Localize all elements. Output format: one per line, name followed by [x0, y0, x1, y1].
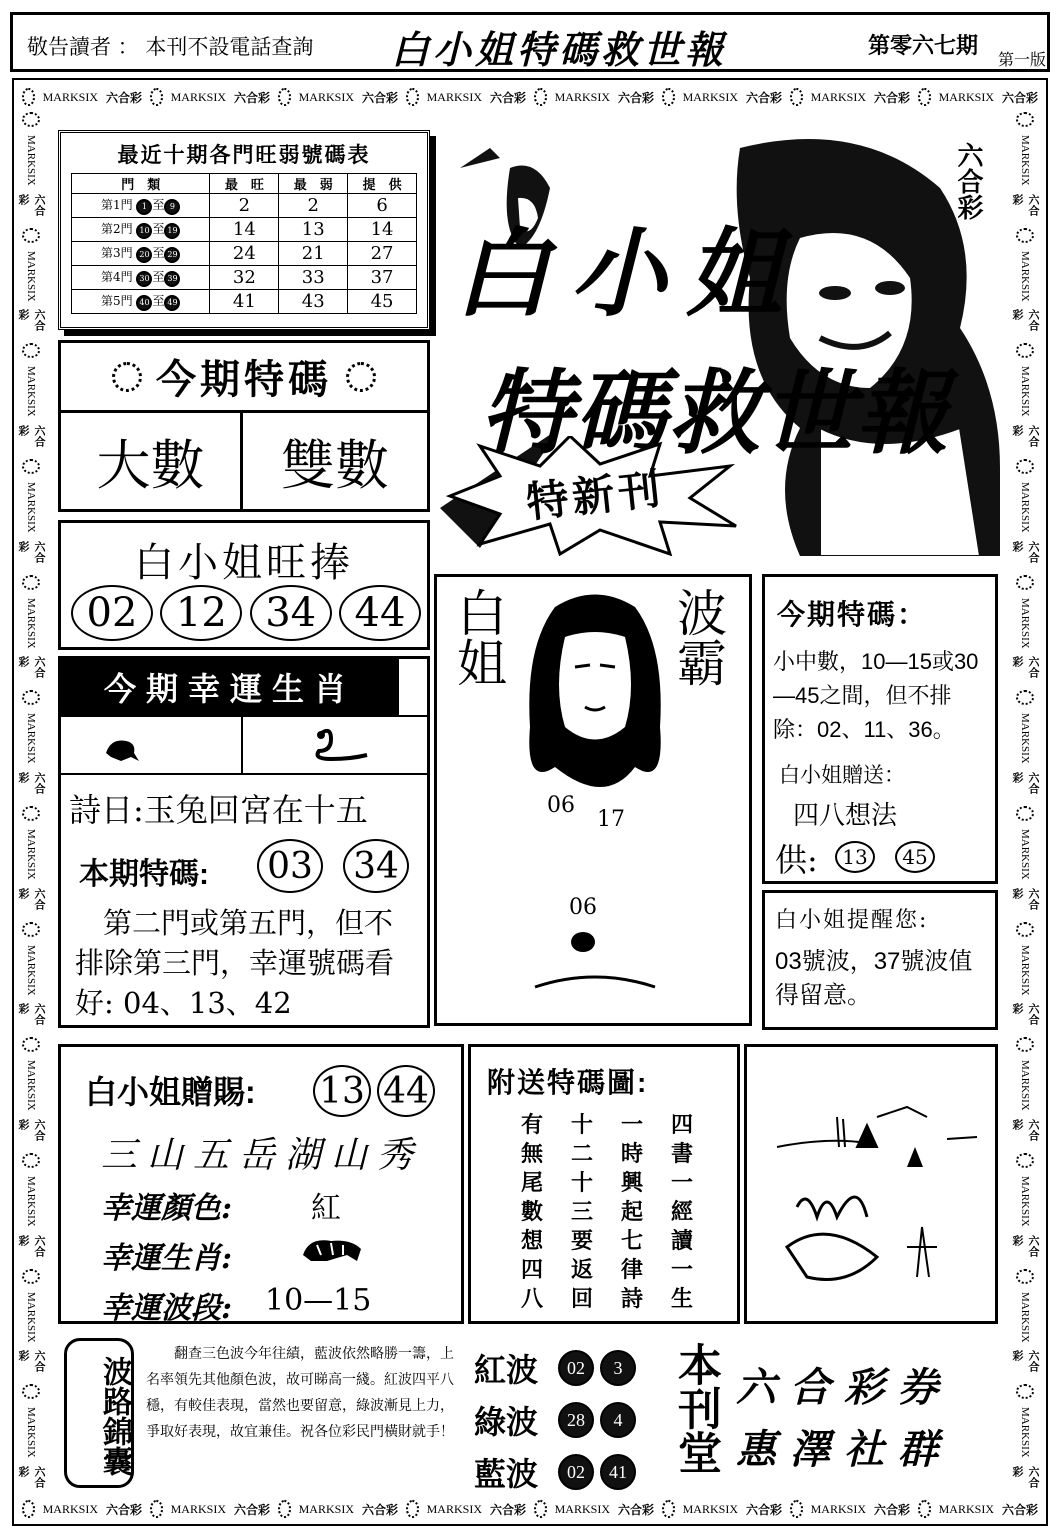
- number-ball: 44: [339, 585, 421, 641]
- rank-table-box: [58, 130, 430, 330]
- liuhecai-label: 六合彩: [233, 1502, 270, 1517]
- flower-icon: [918, 1500, 931, 1518]
- puzzle-title: 附送特碼圖:: [487, 1067, 649, 1098]
- number-ball: 02: [71, 585, 153, 641]
- liuhecai-label: 六合彩: [745, 90, 782, 105]
- ben-kan-text: 本刊堂: [670, 1342, 721, 1474]
- number-ball: 34: [250, 585, 332, 641]
- marksix-label: MARKSIX: [25, 713, 37, 765]
- marksix-label: MARKSIX: [170, 1501, 226, 1516]
- cold-cell: 21: [279, 242, 348, 266]
- flower-icon: [662, 88, 675, 106]
- puzzle-char: 無: [520, 1141, 543, 1167]
- bolu-text: 翻查三色波今年往績，藍波依然略勝一籌，上名率領先其他顏色波，故可睇高一綫。紅波四平八穩，有較佳表現，當然也要留意，綠波漸見上力，爭取好表現，故宜兼佳。祝各位彩民門橫財就手！: [146, 1345, 454, 1439]
- gift-label: 白小姐贈賜:: [85, 1074, 256, 1110]
- zodiac-code-label: 本期特碼:: [79, 858, 209, 891]
- cold-cell: 43: [279, 290, 348, 314]
- flower-icon: [534, 1500, 547, 1518]
- flower-icon: [22, 1500, 35, 1518]
- gift-box: [58, 1044, 464, 1324]
- flower-icon: [22, 459, 40, 474]
- special-code-title: 今期特碼: [156, 358, 332, 402]
- number-ball: 03: [257, 839, 323, 893]
- col-header-hot: 最 旺: [210, 174, 279, 194]
- frame-right-strip: [1010, 112, 1040, 1492]
- flower-icon: [22, 228, 40, 243]
- number-ball: 45: [895, 841, 935, 873]
- slogan-2: 惠澤社群: [736, 1426, 952, 1473]
- puzzle-char: 尾: [520, 1170, 543, 1196]
- number-ball: 44: [377, 1065, 435, 1117]
- liuhecai-label: 六合彩: [17, 887, 45, 910]
- wave-label: 藍波: [474, 1456, 539, 1492]
- offer-cell: 45: [348, 290, 417, 314]
- hero-title-line2: 特碼救世報: [480, 359, 951, 467]
- table-row: [72, 194, 417, 218]
- col-header-offer: 提 供: [348, 174, 417, 194]
- gift-color-value: 紅: [311, 1191, 341, 1226]
- puzzle-char: 興: [620, 1170, 643, 1196]
- reminder-title: 白小姐提醒您:: [775, 908, 929, 933]
- zodiac-poem: 詩日:玉兔回宮在十五: [69, 791, 368, 829]
- marksix-label: MARKSIX: [810, 89, 866, 104]
- marksix-label: MARKSIX: [25, 1407, 37, 1459]
- bolu-box: [58, 1334, 464, 1494]
- liuhecai-label: 六合彩: [1011, 656, 1039, 679]
- bobo-num2: 17: [597, 807, 625, 832]
- marksix-label: MARKSIX: [25, 250, 37, 302]
- hot-cell: 24: [210, 242, 279, 266]
- zodiac-description: 第二門或第五門，但不排除第三門，幸運號碼看好: 04、13、42: [75, 906, 395, 1020]
- liuhecai-label: 六合彩: [17, 309, 45, 332]
- zodiac-title: 今期幸運生肖: [61, 659, 399, 715]
- door-cell: 第2門 10 至 19: [72, 218, 210, 242]
- gift-color-label: 幸運顏色:: [101, 1191, 233, 1226]
- liuhecai-label: 六合彩: [1011, 1350, 1039, 1373]
- right-code-gift-label: 白小姐贈送：: [779, 763, 905, 787]
- marksix-label: MARKSIX: [810, 1501, 866, 1516]
- flower-icon: [150, 88, 163, 106]
- marksix-label: MARKSIX: [1019, 597, 1031, 649]
- flower-icon: [918, 88, 931, 106]
- rank-table-title: 最近十期各門旺弱號碼表: [117, 144, 371, 167]
- puzzle-char: 想: [520, 1228, 543, 1254]
- puzzle-char: 律: [620, 1257, 643, 1283]
- marksix-label: MARKSIX: [42, 89, 98, 104]
- bobo-right-text: 波霸: [669, 587, 727, 687]
- number-ball: 3: [600, 1350, 636, 1386]
- col-header-door: 門 類: [72, 174, 210, 194]
- liuhecai-label: 六合彩: [17, 1119, 45, 1142]
- marksix-label: MARKSIX: [298, 1501, 354, 1516]
- flower-icon: [1016, 1037, 1034, 1052]
- puzzle-char: 一: [670, 1257, 693, 1283]
- flower-icon: [1016, 459, 1034, 474]
- hero-brand: 六合彩: [954, 142, 984, 220]
- liuhecai-label: 六合彩: [17, 193, 45, 216]
- marksix-label: MARKSIX: [25, 944, 37, 996]
- bobo-left-text: 白姐: [449, 587, 507, 687]
- marksix-label: MARKSIX: [1019, 944, 1031, 996]
- liuhecai-label: 六合彩: [1011, 425, 1039, 448]
- door-cell: 第1門 1 至 9: [72, 194, 210, 218]
- flower-icon: [1016, 806, 1034, 821]
- table-row: [72, 290, 417, 314]
- frame-top-strip: [22, 84, 1038, 110]
- puzzle-char: 回: [570, 1286, 593, 1312]
- puzzle-char: 詩: [620, 1286, 643, 1312]
- puzzle-char: 時: [620, 1141, 643, 1167]
- marksix-label: MARKSIX: [554, 89, 610, 104]
- liuhecai-label: 六合彩: [17, 1234, 45, 1257]
- special-code-right: 雙數: [281, 433, 389, 497]
- number-ball: 13: [313, 1065, 371, 1117]
- marksix-label: MARKSIX: [25, 482, 37, 533]
- flower-icon: [22, 575, 40, 590]
- liuhecai-label: 六合彩: [17, 772, 45, 795]
- tiger-icon: [297, 1231, 367, 1267]
- header-bar: [10, 12, 1050, 72]
- flower-icon: [534, 88, 547, 106]
- liuhecai-label: 六合彩: [745, 1502, 782, 1517]
- liuhecai-label: 六合彩: [1011, 1234, 1039, 1257]
- door-cell: 第3門 20 至 29: [72, 242, 210, 266]
- flower-icon: [790, 88, 803, 106]
- puzzle-char: 有: [520, 1112, 543, 1138]
- special-code-box: [58, 340, 430, 512]
- puzzle-char: 八: [520, 1286, 543, 1312]
- landscape-box: [744, 1044, 998, 1324]
- liuhecai-label: 六合彩: [233, 90, 270, 105]
- flower-icon: [790, 1500, 803, 1518]
- zodiac-animals: [61, 715, 427, 775]
- cold-cell: 13: [279, 218, 348, 242]
- marksix-label: MARKSIX: [25, 1291, 37, 1343]
- number-ball: 34: [343, 839, 409, 893]
- reminder-box: [762, 890, 998, 1030]
- wangbang-title: 白小姐旺捧: [134, 540, 354, 586]
- marksix-label: MARKSIX: [25, 135, 37, 186]
- liuhecai-label: 六合彩: [1011, 1119, 1039, 1142]
- reminder-text: 03號波，37號波值得留意。: [775, 948, 973, 1009]
- marksix-label: MARKSIX: [42, 1501, 98, 1516]
- flower-icon: [22, 1269, 40, 1284]
- right-code-title: 今期特碼：: [777, 599, 928, 630]
- flower-icon: [1016, 1269, 1034, 1284]
- table-row: [72, 266, 417, 290]
- issue-number: 第零六七期: [868, 33, 979, 58]
- flower-icon: [22, 1037, 40, 1052]
- gift-poem: 三山五岳湖山秀: [101, 1135, 424, 1176]
- liuhecai-label: 六合彩: [489, 1502, 526, 1517]
- marksix-label: MARKSIX: [682, 1501, 738, 1516]
- flower-icon: [406, 88, 419, 106]
- landscape-painting: [747, 1047, 995, 1321]
- zodiac-box: [58, 656, 430, 1028]
- marksix-label: MARKSIX: [426, 89, 482, 104]
- right-code-desc: 小中數，10—15或30—45之間，但不排除：02、11、36。: [773, 649, 979, 742]
- right-code-box: [762, 574, 998, 884]
- frame-left-strip: [16, 112, 46, 1492]
- table-row: [72, 218, 417, 242]
- number-ball: 13: [835, 841, 875, 873]
- marksix-label: MARKSIX: [554, 1501, 610, 1516]
- puzzle-char: 七: [620, 1228, 643, 1254]
- marksix-label: MARKSIX: [426, 1501, 482, 1516]
- puzzle-char: 生: [670, 1286, 693, 1312]
- liuhecai-label: 六合彩: [17, 1003, 45, 1026]
- special-code-left: 大數: [61, 413, 243, 509]
- notice-text: 敬告讀者 ： 本刊不設電話查詢: [27, 35, 314, 59]
- liuhecai-label: 六合彩: [617, 90, 654, 105]
- puzzle-char: 要: [570, 1228, 593, 1254]
- cold-cell: 2: [279, 194, 348, 218]
- puzzle-grid: [507, 1111, 707, 1314]
- special-code-header: [61, 343, 427, 413]
- flower-icon: [1016, 922, 1034, 937]
- flower-icon: [1016, 690, 1034, 705]
- bolu-title: 波路錦囊: [64, 1338, 134, 1488]
- liuhecai-label: 六合彩: [1001, 1502, 1038, 1517]
- wave-label: 紅波: [474, 1352, 539, 1388]
- liuhecai-label: 六合彩: [1011, 540, 1039, 563]
- snake-icon: [311, 725, 371, 765]
- flower-icon: [1016, 1384, 1034, 1399]
- rank-table: [71, 173, 417, 314]
- flower-icon: [22, 88, 35, 106]
- flower-icon: [22, 1153, 40, 1168]
- puzzle-char: 一: [670, 1170, 693, 1196]
- liuhecai-label: 六合彩: [105, 1502, 142, 1517]
- puzzle-char: 二: [570, 1141, 593, 1167]
- liuhecai-label: 六合彩: [17, 1350, 45, 1373]
- puzzle-char: 四: [670, 1112, 693, 1138]
- marksix-label: MARKSIX: [25, 597, 37, 649]
- flower-icon: [22, 343, 40, 358]
- number-ball: 12: [160, 585, 242, 641]
- liuhecai-label: 六合彩: [1011, 1003, 1039, 1026]
- marksix-label: MARKSIX: [1019, 135, 1031, 186]
- puzzle-char: 十: [570, 1112, 593, 1138]
- marksix-label: MARKSIX: [1019, 1291, 1031, 1343]
- liuhecai-label: 六合彩: [1001, 90, 1038, 105]
- right-code-offer-label: 供:: [775, 841, 818, 879]
- gift-zodiac-label: 幸運生肖:: [101, 1241, 233, 1276]
- marksix-label: MARKSIX: [1019, 482, 1031, 533]
- hero-title-line1: 白小姐: [454, 217, 802, 330]
- flower-icon: [22, 806, 40, 821]
- monkey-icon: [101, 733, 141, 763]
- liuhecai-label: 六合彩: [873, 1502, 910, 1517]
- number-ball: 28: [558, 1402, 594, 1438]
- gift-wave-label: 幸運波段:: [101, 1291, 233, 1326]
- flower-icon: [1016, 343, 1034, 358]
- waves-box: [468, 1334, 648, 1494]
- marksix-label: MARKSIX: [1019, 829, 1031, 880]
- hot-cell: 14: [210, 218, 279, 242]
- wangbang-box: [58, 520, 430, 650]
- cold-cell: 33: [279, 266, 348, 290]
- number-ball: 02: [558, 1454, 594, 1490]
- offer-cell: 37: [348, 266, 417, 290]
- liuhecai-label: 六合彩: [873, 90, 910, 105]
- flower-icon: [346, 362, 376, 392]
- flower-icon: [406, 1500, 419, 1518]
- wave-row: [474, 1342, 636, 1394]
- wave-row: [474, 1446, 636, 1498]
- col-header-cold: 最 弱: [279, 174, 348, 194]
- liuhecai-label: 六合彩: [1011, 772, 1039, 795]
- liuhecai-label: 六合彩: [489, 90, 526, 105]
- marksix-label: MARKSIX: [1019, 1407, 1031, 1459]
- liuhecai-label: 六合彩: [1011, 193, 1039, 216]
- hot-cell: 32: [210, 266, 279, 290]
- liuhecai-label: 六合彩: [17, 656, 45, 679]
- liuhecai-label: 六合彩: [17, 1466, 45, 1489]
- liuhecai-label: 六合彩: [1011, 887, 1039, 910]
- liuhecai-label: 六合彩: [617, 1502, 654, 1517]
- flower-icon: [22, 1384, 40, 1399]
- flower-icon: [278, 88, 291, 106]
- flower-icon: [150, 1500, 163, 1518]
- flower-icon: [1016, 1153, 1034, 1168]
- liuhecai-label: 六合彩: [361, 1502, 398, 1517]
- hot-cell: 41: [210, 290, 279, 314]
- flower-icon: [1016, 575, 1034, 590]
- hero-banner: [440, 128, 1000, 556]
- slogan-1: 六合彩券: [736, 1364, 952, 1411]
- puzzle-char: 起: [620, 1199, 643, 1225]
- marksix-label: MARKSIX: [1019, 1176, 1031, 1227]
- puzzle-box: [468, 1044, 740, 1324]
- bobo-num1: 06: [547, 793, 575, 818]
- marksix-label: MARKSIX: [1019, 366, 1031, 418]
- hero-badge: 特新刊: [524, 464, 667, 527]
- flower-icon: [662, 1500, 675, 1518]
- puzzle-char: 一: [620, 1112, 643, 1138]
- flower-icon: [22, 690, 40, 705]
- marksix-label: MARKSIX: [298, 89, 354, 104]
- table-row: [72, 242, 417, 266]
- puzzle-char: 十: [570, 1170, 593, 1196]
- wave-row: [474, 1394, 636, 1446]
- number-ball: 02: [558, 1350, 594, 1386]
- wave-label: 綠波: [474, 1404, 539, 1440]
- marksix-label: MARKSIX: [25, 829, 37, 880]
- marksix-label: MARKSIX: [682, 89, 738, 104]
- masthead-title: 白小姐特碼救世報: [391, 27, 728, 72]
- number-ball: 4: [600, 1402, 636, 1438]
- wangbang-numbers: [71, 585, 421, 641]
- marksix-label: MARKSIX: [938, 89, 994, 104]
- door-cell: 第5門 40 至 49: [72, 290, 210, 314]
- door-cell: 第4門 30 至 39: [72, 266, 210, 290]
- puzzle-char: 四: [520, 1257, 543, 1283]
- liuhecai-label: 六合彩: [17, 540, 45, 563]
- marksix-label: MARKSIX: [25, 366, 37, 418]
- bobo-num3: 06: [569, 895, 597, 920]
- puzzle-char: 三: [570, 1199, 593, 1225]
- marksix-label: MARKSIX: [1019, 1060, 1031, 1112]
- puzzle-char: 返: [570, 1257, 593, 1283]
- marksix-label: MARKSIX: [1019, 713, 1031, 765]
- edition-label: 第一版: [998, 50, 1047, 69]
- flower-icon: [112, 362, 142, 392]
- flower-icon: [278, 1500, 291, 1518]
- gift-wave-value: 10—15: [265, 1283, 372, 1318]
- offer-cell: 14: [348, 218, 417, 242]
- flower-icon: [22, 922, 40, 937]
- marksix-label: MARKSIX: [170, 89, 226, 104]
- puzzle-char: 讀: [670, 1228, 693, 1254]
- marksix-label: MARKSIX: [938, 1501, 994, 1516]
- frame-bottom-strip: [22, 1496, 1038, 1522]
- right-code-gift-text: 四八想法: [793, 801, 898, 831]
- woman-portrait: [495, 587, 695, 1007]
- marksix-label: MARKSIX: [25, 1176, 37, 1227]
- marksix-label: MARKSIX: [25, 1060, 37, 1112]
- offer-cell: 27: [348, 242, 417, 266]
- liuhecai-label: 六合彩: [17, 425, 45, 448]
- liuhecai-label: 六合彩: [1011, 1466, 1039, 1489]
- puzzle-char: 數: [520, 1199, 543, 1225]
- flower-icon: [1016, 112, 1034, 127]
- liuhecai-label: 六合彩: [105, 90, 142, 105]
- puzzle-char: 書: [670, 1141, 693, 1167]
- flower-icon: [22, 112, 40, 127]
- liuhecai-label: 六合彩: [1011, 309, 1039, 332]
- flower-icon: [1016, 228, 1034, 243]
- bobo-box: [434, 574, 752, 1026]
- hot-cell: 2: [210, 194, 279, 218]
- puzzle-char: 經: [670, 1199, 693, 1225]
- offer-cell: 6: [348, 194, 417, 218]
- number-ball: 41: [600, 1454, 636, 1490]
- liuhecai-label: 六合彩: [361, 90, 398, 105]
- marksix-label: MARKSIX: [1019, 250, 1031, 302]
